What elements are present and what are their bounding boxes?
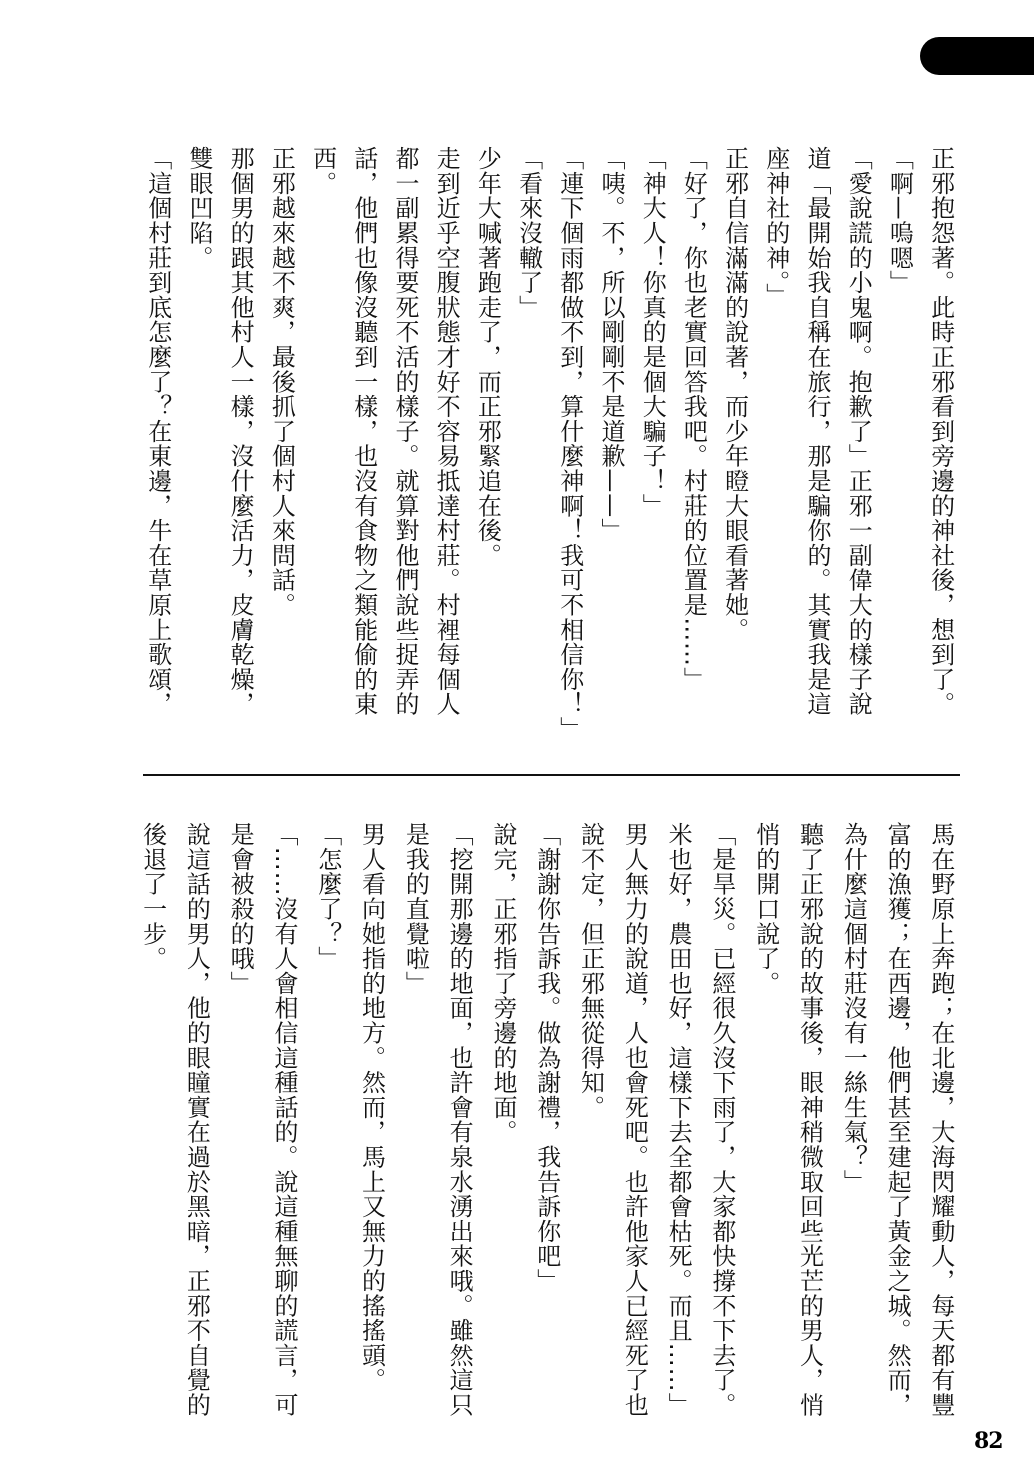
text-column: 「是旱災。已經很久沒下雨了，大家都快撐不下去了。 bbox=[707, 822, 736, 1418]
text-column: 少年大喊著跑走了，而正邪緊追在後。 bbox=[473, 146, 502, 568]
lower-text-block bbox=[130, 822, 962, 1432]
text-column: 正邪抱怨著。此時正邪看到旁邊的神社後，想到了。 bbox=[926, 146, 955, 717]
text-column: 「連下個雨都做不到，算什麼神啊！我可不相信你！」 bbox=[555, 146, 584, 742]
text-column: 「……沒有人會相信這種話的。說這種無聊的謊言，可 bbox=[269, 822, 298, 1418]
text-column: 雙眼凹陷。 bbox=[184, 146, 213, 270]
page-number: 82 bbox=[974, 1428, 1003, 1454]
text-column: 道「最開始我自稱在旅行，那是騙你的。其實我是這 bbox=[803, 146, 831, 717]
text-column: 是我的直覺啦」 bbox=[401, 822, 430, 996]
text-column: 男人無力的說道，人也會死吧。也許他家人已經死了也 bbox=[620, 822, 649, 1418]
text-column: 為什麼這個村莊沒有一絲生氣？」 bbox=[839, 822, 868, 1194]
text-column: 男人看向她指的地方。然而，馬上又無力的搖搖頭。 bbox=[357, 822, 386, 1393]
text-column: 座神社的神。」 bbox=[761, 146, 790, 308]
text-column: 西。 bbox=[308, 146, 337, 196]
text-column: 「咦。不，所以剛剛不是道歉——」 bbox=[596, 146, 625, 543]
text-column: 「怎麼了？」 bbox=[313, 822, 342, 971]
text-column: 正邪自信滿滿的說著，而少年瞪大眼看著她。 bbox=[720, 146, 749, 642]
text-column: 是會被殺的哦」 bbox=[226, 822, 255, 996]
text-column: 那個男的跟其他村人一樣，沒什麼活力，皮膚乾燥， bbox=[226, 146, 255, 717]
text-column: 走到近乎空腹狀態才好不容易抵達村莊。村裡每個人 bbox=[432, 146, 461, 717]
text-column: 「好了，你也老實回答我吧。村莊的位置是……」 bbox=[679, 146, 708, 692]
text-column: 說不定，但正邪無從得知。 bbox=[576, 822, 605, 1120]
text-column: 米也好，農田也好，這樣下去全都會枯死。而且……」 bbox=[664, 822, 693, 1418]
text-column: 正邪越來越不爽，最後抓了個村人來問話。 bbox=[267, 146, 296, 618]
text-column: 聽了正邪說的故事後，眼神稍微取回些光芒的男人，悄 bbox=[795, 822, 824, 1418]
text-column: 「看來沒轍了」 bbox=[514, 146, 543, 320]
text-column: 話，他們也像沒聽到一樣，也沒有食物之類能偷的東 bbox=[349, 146, 378, 717]
text-column: 「謝謝你告訴我。做為謝禮，我告訴你吧」 bbox=[532, 822, 561, 1294]
text-column: 馬在野原上奔跑；在北邊，大海閃耀動人，每天都有豐 bbox=[926, 822, 955, 1418]
text-column: 「挖開那邊的地面，也許會有泉水湧出來哦。雖然這只 bbox=[445, 822, 474, 1418]
text-column: 悄的開口說了。 bbox=[751, 822, 780, 996]
chapter-tab-marker bbox=[920, 37, 1034, 75]
upper-text-block bbox=[137, 146, 961, 756]
text-column: 「啊—嗚嗯」 bbox=[885, 146, 914, 295]
text-column: 富的漁獲；在西邊，他們甚至建起了黃金之城。然而， bbox=[883, 822, 912, 1418]
text-column: 都一副累得要死不活的樣子。就算對他們說些捉弄的 bbox=[390, 146, 419, 717]
text-column: 說完，正邪指了旁邊的地面。 bbox=[488, 822, 517, 1145]
text-column: 後退了一步。 bbox=[138, 822, 167, 971]
text-column: 「這個村莊到底怎麼了？在東邊，牛在草原上歌頌， bbox=[143, 146, 172, 717]
text-column: 說這話的男人，他的眼瞳實在過於黑暗，正邪不自覺的 bbox=[182, 822, 211, 1418]
section-divider bbox=[143, 774, 960, 776]
text-column: 「神大人！你真的是個大騙子！」 bbox=[638, 146, 667, 518]
text-column: 「愛說謊的小鬼啊。抱歉了」正邪一副偉大的樣子說 bbox=[844, 146, 873, 717]
